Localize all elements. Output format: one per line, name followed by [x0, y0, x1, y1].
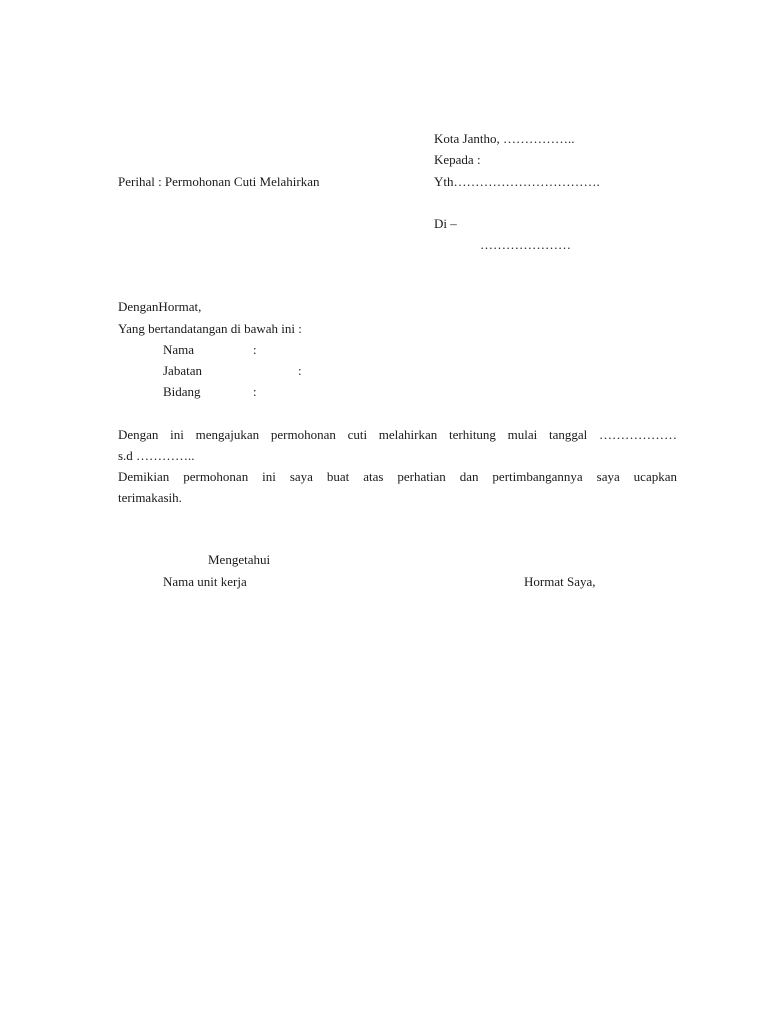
signature-unit: Nama unit kerja — [163, 574, 247, 589]
field-colon-jabatan: : — [298, 363, 302, 378]
closing-paragraph — [118, 466, 677, 508]
field-label-jabatan: Jabatan — [163, 363, 202, 378]
request-paragraph — [118, 424, 677, 466]
closing-line-2: terimakasih. — [118, 490, 182, 505]
recipient-location-dots: ………………… — [480, 237, 571, 252]
request-line-2: s.d ………….. — [118, 448, 195, 463]
recipient-location: Di – — [434, 216, 457, 231]
request-line-1: Dengan ini mengajukan permohonan cuti melahirkan terhitung mulai tanggal ……………… — [118, 427, 677, 442]
field-label-nama: Nama — [163, 342, 195, 357]
place-date: Kota Jantho, …………….. — [434, 131, 575, 146]
intro-line: Yang bertandatangan di bawah ini : — [118, 321, 302, 336]
recipient-yth: Yth……………………………. — [434, 174, 600, 189]
closing-line-1: Demikian permohonan ini saya buat atas perhatian dan pertimbangannya saya ucapkan — [118, 469, 677, 484]
subject-perihal: Perihal : Permohonan Cuti Melahirkan — [118, 174, 320, 189]
signature-hormat: Hormat Saya, — [524, 574, 596, 589]
salutation: DenganHormat, — [118, 299, 202, 314]
signature-mengetahui: Mengetahui — [208, 552, 271, 567]
field-colon-nama: : — [253, 342, 257, 357]
recipient-kepada: Kepada : — [434, 152, 481, 167]
field-colon-bidang: : — [253, 384, 257, 399]
field-label-bidang: Bidang — [163, 384, 201, 399]
